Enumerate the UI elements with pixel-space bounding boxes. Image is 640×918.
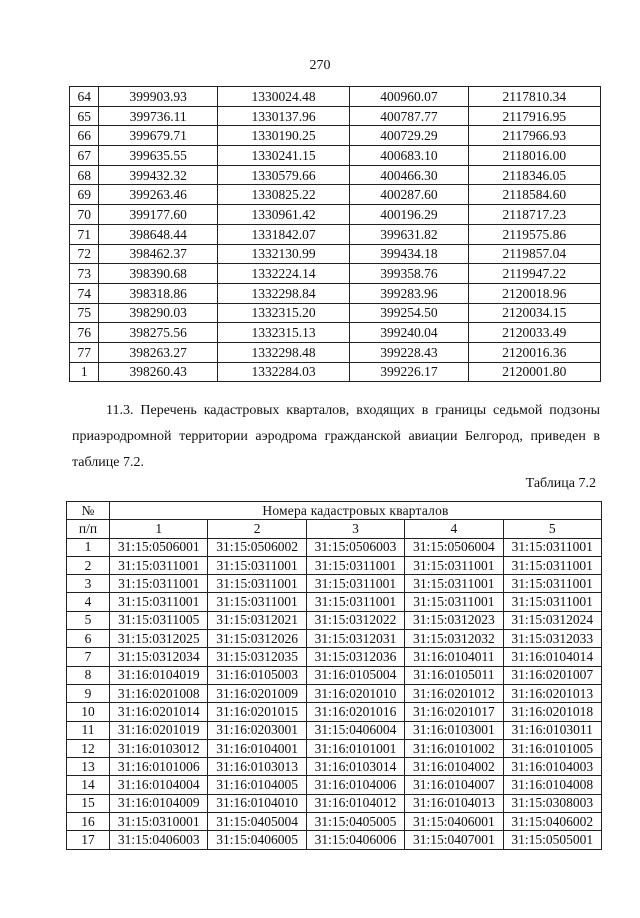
coord-row xyxy=(70,303,601,323)
cadastral-row xyxy=(67,593,602,611)
cadastral-number-cell: 31:16:0104004 xyxy=(110,776,208,794)
cadastral-number-cell: 31:15:0311001 xyxy=(405,593,503,611)
coord-cell: 399432.32 xyxy=(99,165,218,185)
cadastral-number-cell: 31:16:0103012 xyxy=(110,739,208,757)
coord-cell: 399679.71 xyxy=(99,126,218,146)
cadastral-number-cell: 31:16:0103013 xyxy=(208,758,306,776)
cadastral-number-cell: 31:15:0311001 xyxy=(208,575,306,593)
coordinates-table-body xyxy=(70,87,601,382)
cadastral-number-cell: 31:16:0101006 xyxy=(110,758,208,776)
cadastral-row xyxy=(67,776,602,794)
coordinates-table xyxy=(69,86,601,382)
coord-cell: 2120001.80 xyxy=(468,362,600,382)
cadastral-row xyxy=(67,794,602,812)
cadastral-number-cell: 31:15:0506004 xyxy=(405,538,503,556)
row-number: 6 xyxy=(67,630,110,648)
coord-point-number: 76 xyxy=(70,323,99,343)
paragraph-line-3: таблице 7.2. xyxy=(72,455,144,470)
header-main: Номера кадастровых кварталов xyxy=(110,502,602,520)
coord-cell: 399635.55 xyxy=(99,146,218,166)
row-number: 17 xyxy=(67,831,110,849)
coord-cell: 2119857.04 xyxy=(468,244,600,264)
cadastral-row xyxy=(67,703,602,721)
cadastral-row xyxy=(67,684,602,702)
cadastral-number-cell: 31:15:0311001 xyxy=(503,575,601,593)
coord-point-number: 71 xyxy=(70,224,99,244)
coord-cell: 1330137.96 xyxy=(217,106,349,126)
cadastral-row xyxy=(67,538,602,556)
cadastral-number-cell: 31:15:0312034 xyxy=(110,648,208,666)
cadastral-row xyxy=(67,813,602,831)
header-num-bottom: п/п xyxy=(67,520,110,538)
coord-cell: 399177.60 xyxy=(99,205,218,225)
cadastral-number-cell: 31:16:0201012 xyxy=(405,684,503,702)
cadastral-number-cell: 31:16:0105004 xyxy=(306,666,404,684)
coord-point-number: 77 xyxy=(70,342,99,362)
cadastral-number-cell: 31:15:0311001 xyxy=(306,575,404,593)
coord-cell: 2118717.23 xyxy=(468,205,600,225)
cadastral-number-cell: 31:15:0311001 xyxy=(405,575,503,593)
coord-cell: 399631.82 xyxy=(350,224,469,244)
coord-cell: 399903.93 xyxy=(99,87,218,107)
cadastral-number-cell: 31:16:0104014 xyxy=(503,648,601,666)
coord-cell: 400729.29 xyxy=(350,126,469,146)
cadastral-number-cell: 31:15:0405005 xyxy=(306,813,404,831)
row-number: 12 xyxy=(67,739,110,757)
row-number: 3 xyxy=(67,575,110,593)
coord-cell: 399358.76 xyxy=(350,264,469,284)
cadastral-number-cell: 31:16:0201007 xyxy=(503,666,601,684)
cadastral-row xyxy=(67,721,602,739)
coord-row xyxy=(70,362,601,382)
column-header: 3 xyxy=(306,520,404,538)
cadastral-number-cell: 31:16:0104013 xyxy=(405,794,503,812)
table-caption: Таблица 7.2 xyxy=(525,476,596,491)
coord-cell: 400466.30 xyxy=(350,165,469,185)
coord-point-number: 1 xyxy=(70,362,99,382)
row-number: 1 xyxy=(67,538,110,556)
cadastral-number-cell: 31:15:0312032 xyxy=(405,630,503,648)
coord-cell: 399226.17 xyxy=(350,362,469,382)
coord-row xyxy=(70,224,601,244)
row-number: 16 xyxy=(67,813,110,831)
cadastral-number-cell: 31:16:0104003 xyxy=(503,758,601,776)
coord-cell: 1330961.42 xyxy=(217,205,349,225)
coord-point-number: 69 xyxy=(70,185,99,205)
cadastral-number-cell: 31:15:0311001 xyxy=(503,593,601,611)
cadastral-number-cell: 31:16:0104011 xyxy=(405,648,503,666)
cadastral-number-cell: 31:16:0201015 xyxy=(208,703,306,721)
coord-cell: 2118016.00 xyxy=(468,146,600,166)
cadastral-number-cell: 31:16:0101005 xyxy=(503,739,601,757)
coord-point-number: 64 xyxy=(70,87,99,107)
cadastral-number-cell: 31:16:0105003 xyxy=(208,666,306,684)
coord-cell: 1332315.20 xyxy=(217,303,349,323)
coord-cell: 398318.86 xyxy=(99,283,218,303)
coord-row xyxy=(70,165,601,185)
coord-row xyxy=(70,205,601,225)
cadastral-number-cell: 31:16:0101002 xyxy=(405,739,503,757)
coord-cell: 399434.18 xyxy=(350,244,469,264)
row-number: 7 xyxy=(67,648,110,666)
row-number: 14 xyxy=(67,776,110,794)
coord-row xyxy=(70,126,601,146)
paragraph-11-3 xyxy=(72,398,600,476)
coord-cell: 399254.50 xyxy=(350,303,469,323)
cadastral-number-cell: 31:15:0311001 xyxy=(110,556,208,574)
cadastral-number-cell: 31:16:0203001 xyxy=(208,721,306,739)
coord-cell: 1330190.25 xyxy=(217,126,349,146)
cadastral-number-cell: 31:15:0312022 xyxy=(306,611,404,629)
cadastral-number-cell: 31:16:0201010 xyxy=(306,684,404,702)
cadastral-number-cell: 31:15:0312026 xyxy=(208,630,306,648)
column-header: 4 xyxy=(405,520,503,538)
cadastral-number-cell: 31:16:0104019 xyxy=(110,666,208,684)
row-number: 13 xyxy=(67,758,110,776)
coord-cell: 2120018.96 xyxy=(468,283,600,303)
cadastral-number-cell: 31:16:0201008 xyxy=(110,684,208,702)
cadastral-number-cell: 31:15:0311001 xyxy=(110,575,208,593)
coord-cell: 1331842.07 xyxy=(217,224,349,244)
coord-row xyxy=(70,323,601,343)
coord-cell: 1332130.99 xyxy=(217,244,349,264)
coord-point-number: 73 xyxy=(70,264,99,284)
coord-cell: 2120034.15 xyxy=(468,303,600,323)
cadastral-number-cell: 31:15:0407001 xyxy=(405,831,503,849)
cadastral-number-cell: 31:15:0311001 xyxy=(503,538,601,556)
coord-point-number: 75 xyxy=(70,303,99,323)
coord-row xyxy=(70,264,601,284)
coord-cell: 398290.03 xyxy=(99,303,218,323)
row-number: 2 xyxy=(67,556,110,574)
cadastral-number-cell: 31:16:0201016 xyxy=(306,703,404,721)
row-number: 4 xyxy=(67,593,110,611)
cadastral-number-cell: 31:15:0311001 xyxy=(306,593,404,611)
coord-cell: 398390.68 xyxy=(99,264,218,284)
cadastral-number-cell: 31:15:0406006 xyxy=(306,831,404,849)
cadastral-row xyxy=(67,758,602,776)
row-number: 10 xyxy=(67,703,110,721)
coord-cell: 398260.43 xyxy=(99,362,218,382)
cadastral-row xyxy=(67,611,602,629)
cadastral-number-cell: 31:16:0104005 xyxy=(208,776,306,794)
cadastral-number-cell: 31:15:0311001 xyxy=(208,593,306,611)
cadastral-table-body xyxy=(67,538,602,849)
coord-point-number: 72 xyxy=(70,244,99,264)
cadastral-number-cell: 31:15:0312035 xyxy=(208,648,306,666)
coord-cell: 1330241.15 xyxy=(217,146,349,166)
coord-cell: 2117966.93 xyxy=(468,126,600,146)
coord-cell: 399240.04 xyxy=(350,323,469,343)
cadastral-number-cell: 31:16:0103001 xyxy=(405,721,503,739)
cadastral-number-cell: 31:16:0201009 xyxy=(208,684,306,702)
coord-cell: 399263.46 xyxy=(99,185,218,205)
cadastral-number-cell: 31:16:0104007 xyxy=(405,776,503,794)
cadastral-number-cell: 31:15:0406002 xyxy=(503,813,601,831)
coord-cell: 400960.07 xyxy=(350,87,469,107)
paragraph-line-2: приаэродромной территории аэродрома гражданской авиации Белгород, приведен в xyxy=(72,429,600,444)
coord-cell: 1332315.13 xyxy=(217,323,349,343)
coord-point-number: 67 xyxy=(70,146,99,166)
coord-cell: 2118584.60 xyxy=(468,185,600,205)
coord-point-number: 74 xyxy=(70,283,99,303)
cadastral-number-cell: 31:16:0104010 xyxy=(208,794,306,812)
coord-cell: 1332298.48 xyxy=(217,342,349,362)
cadastral-number-cell: 31:15:0311001 xyxy=(306,556,404,574)
cadastral-number-cell: 31:15:0312025 xyxy=(110,630,208,648)
cadastral-table-head xyxy=(67,502,602,539)
cadastral-number-cell: 31:15:0312024 xyxy=(503,611,601,629)
cadastral-number-cell: 31:15:0506001 xyxy=(110,538,208,556)
cadastral-header-row-cols xyxy=(67,520,602,538)
cadastral-number-cell: 31:15:0311001 xyxy=(110,593,208,611)
cadastral-number-cell: 31:15:0506002 xyxy=(208,538,306,556)
cadastral-number-cell: 31:16:0104012 xyxy=(306,794,404,812)
cadastral-number-cell: 31:16:0103014 xyxy=(306,758,404,776)
coord-cell: 2117916.95 xyxy=(468,106,600,126)
coord-cell: 2118346.05 xyxy=(468,165,600,185)
cadastral-number-cell: 31:16:0104001 xyxy=(208,739,306,757)
cadastral-number-cell: 31:15:0310001 xyxy=(110,813,208,831)
cadastral-number-cell: 31:16:0104006 xyxy=(306,776,404,794)
coord-cell: 398275.56 xyxy=(99,323,218,343)
coord-cell: 400196.29 xyxy=(350,205,469,225)
coord-cell: 1332284.03 xyxy=(217,362,349,382)
cadastral-number-cell: 31:16:0201017 xyxy=(405,703,503,721)
cadastral-number-cell: 31:15:0312031 xyxy=(306,630,404,648)
cadastral-number-cell: 31:15:0406003 xyxy=(110,831,208,849)
coord-cell: 399736.11 xyxy=(99,106,218,126)
cadastral-number-cell: 31:15:0311005 xyxy=(110,611,208,629)
coord-cell: 1330579.66 xyxy=(217,165,349,185)
coord-row xyxy=(70,106,601,126)
cadastral-row xyxy=(67,648,602,666)
paragraph-line-1: 11.3. Перечень кадастровых кварталов, входящих в границы седьмой подзоны xyxy=(106,403,600,418)
coord-point-number: 65 xyxy=(70,106,99,126)
coord-cell: 2117810.34 xyxy=(468,87,600,107)
coord-cell: 399283.96 xyxy=(350,283,469,303)
coord-point-number: 68 xyxy=(70,165,99,185)
column-header: 1 xyxy=(110,520,208,538)
coord-row xyxy=(70,185,601,205)
cadastral-quarters-table xyxy=(66,501,602,850)
coord-cell: 1332224.14 xyxy=(217,264,349,284)
coord-cell: 400787.77 xyxy=(350,106,469,126)
coord-cell: 1332298.84 xyxy=(217,283,349,303)
cadastral-number-cell: 31:16:0104009 xyxy=(110,794,208,812)
cadastral-number-cell: 31:16:0103011 xyxy=(503,721,601,739)
header-num-top: № xyxy=(67,502,110,520)
coord-cell: 400683.10 xyxy=(350,146,469,166)
cadastral-row xyxy=(67,831,602,849)
row-number: 5 xyxy=(67,611,110,629)
column-header: 5 xyxy=(503,520,601,538)
cadastral-header-row-top xyxy=(67,502,602,520)
cadastral-number-cell: 31:15:0312023 xyxy=(405,611,503,629)
coord-row xyxy=(70,283,601,303)
column-header: 2 xyxy=(208,520,306,538)
cadastral-number-cell: 31:15:0406004 xyxy=(306,721,404,739)
cadastral-row xyxy=(67,575,602,593)
cadastral-number-cell: 31:16:0105011 xyxy=(405,666,503,684)
cadastral-row xyxy=(67,739,602,757)
cadastral-number-cell: 31:16:0201013 xyxy=(503,684,601,702)
coord-cell: 2120033.49 xyxy=(468,323,600,343)
cadastral-number-cell: 31:15:0311001 xyxy=(405,556,503,574)
cadastral-number-cell: 31:15:0406005 xyxy=(208,831,306,849)
cadastral-number-cell: 31:15:0308003 xyxy=(503,794,601,812)
coord-cell: 398263.27 xyxy=(99,342,218,362)
row-number: 9 xyxy=(67,684,110,702)
row-number: 15 xyxy=(67,794,110,812)
page-number: 270 xyxy=(309,58,331,73)
coord-row xyxy=(70,146,601,166)
cadastral-number-cell: 31:15:0405004 xyxy=(208,813,306,831)
cadastral-number-cell: 31:16:0104002 xyxy=(405,758,503,776)
cadastral-number-cell: 31:16:0104008 xyxy=(503,776,601,794)
coord-cell: 398462.37 xyxy=(99,244,218,264)
coord-cell: 398648.44 xyxy=(99,224,218,244)
cadastral-number-cell: 31:16:0101001 xyxy=(306,739,404,757)
coord-row xyxy=(70,342,601,362)
cadastral-row xyxy=(67,666,602,684)
cadastral-number-cell: 31:16:0201019 xyxy=(110,721,208,739)
coord-cell: 399228.43 xyxy=(350,342,469,362)
row-number: 8 xyxy=(67,666,110,684)
coord-cell: 400287.60 xyxy=(350,185,469,205)
cadastral-number-cell: 31:15:0506003 xyxy=(306,538,404,556)
coord-cell: 2119575.86 xyxy=(468,224,600,244)
coord-point-number: 70 xyxy=(70,205,99,225)
cadastral-number-cell: 31:16:0201014 xyxy=(110,703,208,721)
coord-cell: 2120016.36 xyxy=(468,342,600,362)
cadastral-number-cell: 31:15:0312021 xyxy=(208,611,306,629)
coord-row xyxy=(70,87,601,107)
coord-row xyxy=(70,244,601,264)
cadastral-number-cell: 31:15:0406001 xyxy=(405,813,503,831)
cadastral-number-cell: 31:15:0312033 xyxy=(503,630,601,648)
cadastral-number-cell: 31:15:0311001 xyxy=(503,556,601,574)
coord-point-number: 66 xyxy=(70,126,99,146)
cadastral-number-cell: 31:16:0201018 xyxy=(503,703,601,721)
coord-cell: 1330024.48 xyxy=(217,87,349,107)
cadastral-number-cell: 31:15:0311001 xyxy=(208,556,306,574)
cadastral-row xyxy=(67,556,602,574)
coord-cell: 2119947.22 xyxy=(468,264,600,284)
coord-cell: 1330825.22 xyxy=(217,185,349,205)
cadastral-row xyxy=(67,630,602,648)
row-number: 11 xyxy=(67,721,110,739)
cadastral-number-cell: 31:15:0312036 xyxy=(306,648,404,666)
cadastral-number-cell: 31:15:0505001 xyxy=(503,831,601,849)
